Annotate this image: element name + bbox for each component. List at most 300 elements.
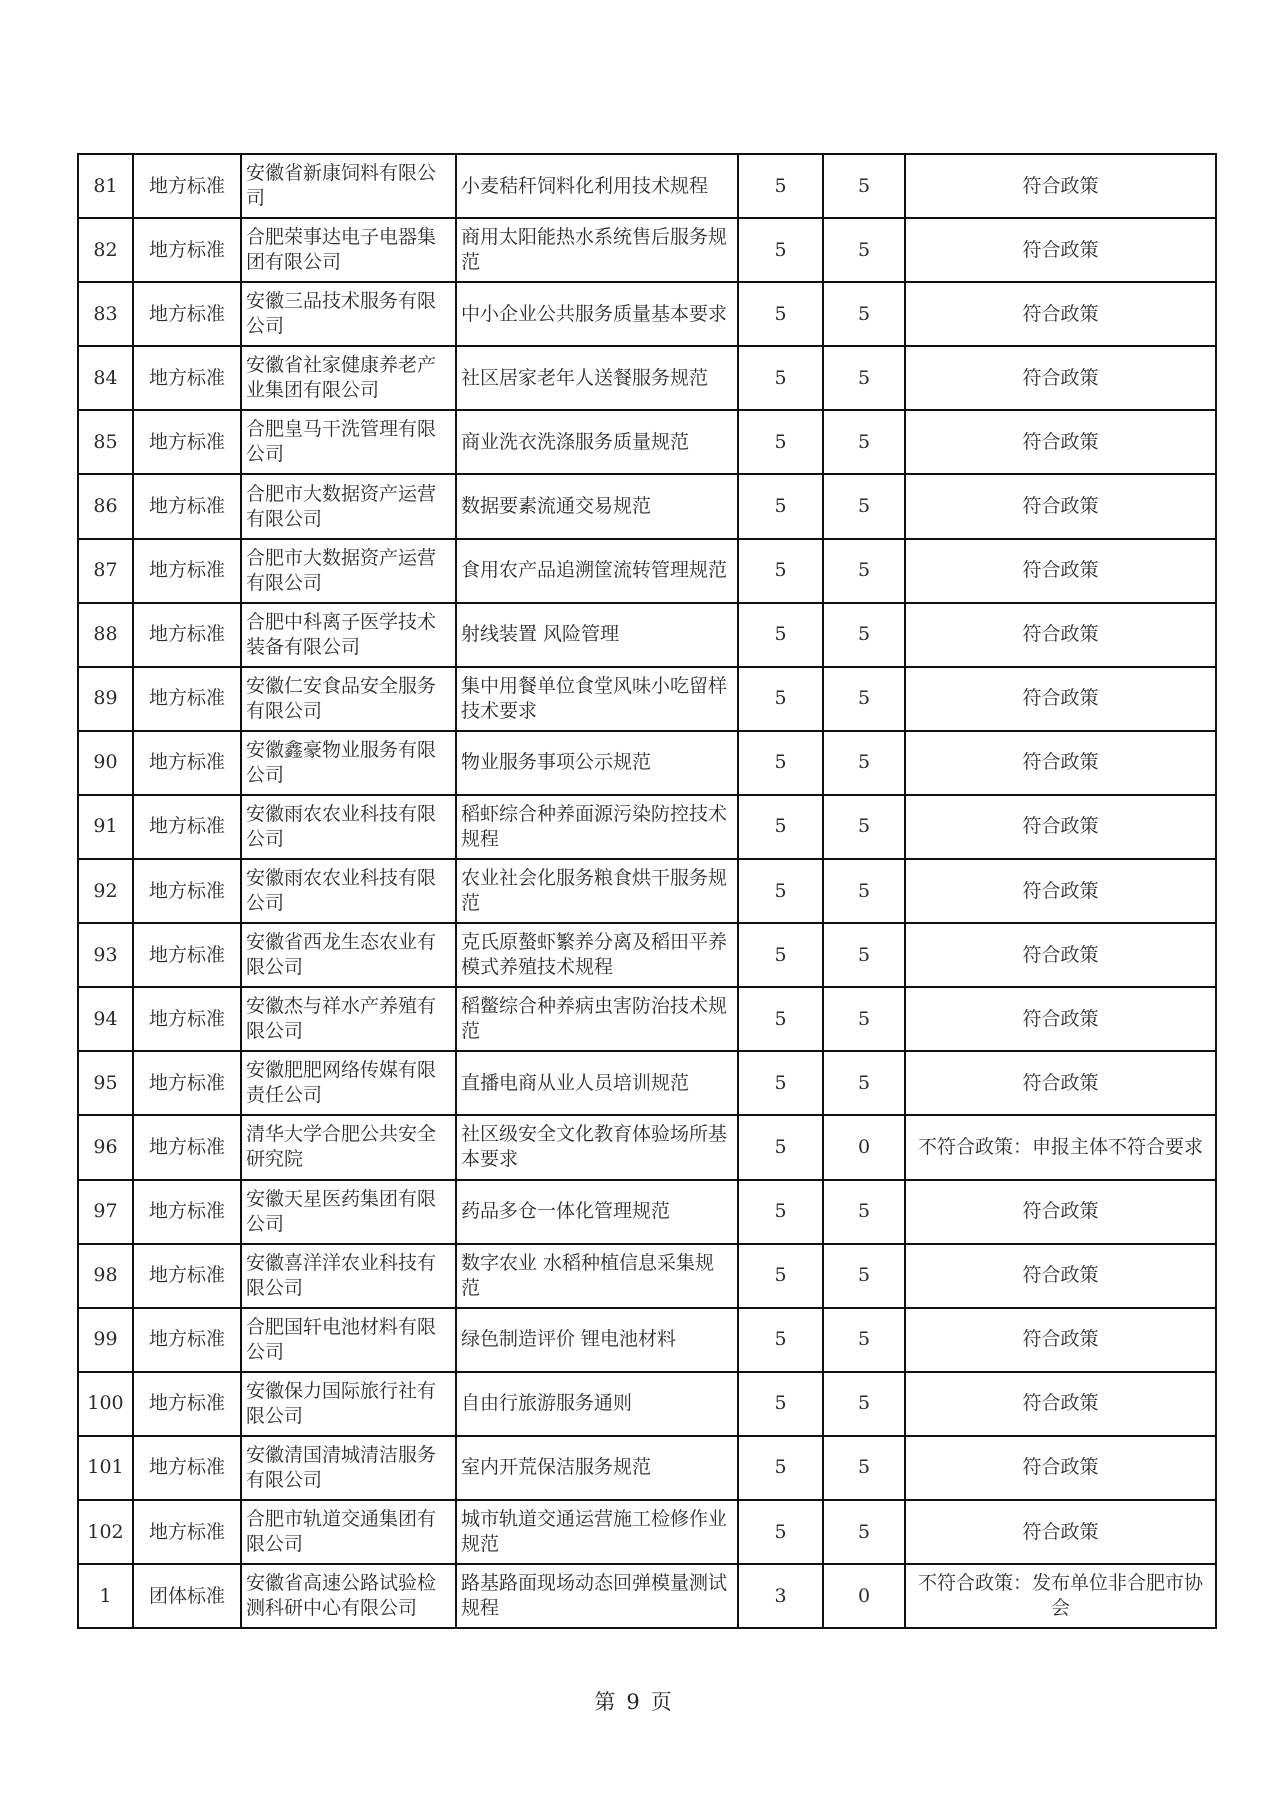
table-row bbox=[78, 1500, 1216, 1564]
score-declared: 5 bbox=[774, 1007, 787, 1030]
standard-type-cell bbox=[133, 1051, 241, 1115]
standard-type: 地方标准 bbox=[148, 302, 225, 325]
score-declared-cell bbox=[738, 1308, 823, 1372]
score-declared-cell bbox=[738, 923, 823, 987]
review-result: 符合政策 bbox=[1022, 302, 1099, 325]
score-declared-cell bbox=[738, 282, 823, 346]
score-approved-cell bbox=[823, 282, 905, 346]
score-declared-cell bbox=[738, 859, 823, 923]
score-declared-cell bbox=[738, 1244, 823, 1308]
applicant-org: 安徽省新康饲料有限公司 bbox=[246, 162, 437, 210]
standard-title: 商业洗衣洗涤服务质量规范 bbox=[461, 430, 690, 453]
standard-type-cell bbox=[133, 731, 241, 795]
applicant-org: 安徽天星医药集团有限公司 bbox=[246, 1187, 437, 1235]
score-approved-cell bbox=[823, 1051, 905, 1115]
review-result-cell bbox=[905, 218, 1216, 282]
score-approved: 5 bbox=[857, 495, 871, 518]
standard-type-cell bbox=[133, 603, 241, 667]
applicant-org: 安徽省西龙生态农业有限公司 bbox=[246, 931, 437, 979]
standard-type: 地方标准 bbox=[148, 366, 225, 389]
standard-type-cell bbox=[133, 1436, 241, 1500]
standard-type-cell bbox=[133, 1372, 241, 1436]
score-declared-cell bbox=[738, 1564, 823, 1628]
standard-type-cell bbox=[133, 346, 241, 410]
applicant-org: 安徽省社家健康养老产业集团有限公司 bbox=[246, 354, 437, 402]
row-number: 95 bbox=[93, 1071, 118, 1094]
standard-title-cell bbox=[456, 1244, 738, 1308]
standard-title: 中小企业公共服务质量基本要求 bbox=[461, 302, 728, 325]
standard-type: 地方标准 bbox=[148, 1071, 225, 1094]
score-declared: 5 bbox=[774, 302, 787, 325]
applicant-org-cell bbox=[241, 218, 456, 282]
standard-type: 地方标准 bbox=[148, 687, 225, 710]
score-declared-cell bbox=[738, 603, 823, 667]
standard-title: 室内开荒保洁服务规范 bbox=[461, 1456, 652, 1479]
applicant-org: 安徽省高速公路试验检测科研中心有限公司 bbox=[246, 1572, 437, 1620]
review-result: 符合政策 bbox=[1022, 366, 1099, 389]
applicant-org-cell bbox=[241, 1244, 456, 1308]
score-declared-cell bbox=[738, 795, 823, 859]
score-declared-cell bbox=[738, 154, 823, 218]
row-number-cell bbox=[78, 218, 133, 282]
standard-title: 直播电商从业人员培训规范 bbox=[461, 1071, 690, 1094]
row-number-cell bbox=[78, 987, 133, 1051]
standard-title-cell bbox=[456, 1115, 738, 1179]
score-approved-cell bbox=[823, 346, 905, 410]
table-row bbox=[78, 154, 1216, 218]
score-declared-cell bbox=[738, 346, 823, 410]
applicant-org: 安徽杰与祥水产养殖有限公司 bbox=[246, 995, 437, 1043]
score-approved-cell bbox=[823, 923, 905, 987]
standard-type: 地方标准 bbox=[148, 238, 225, 261]
table-row bbox=[78, 1564, 1216, 1628]
table-row bbox=[78, 1180, 1216, 1244]
standard-title-cell bbox=[456, 1436, 738, 1500]
review-result: 不符合政策：申报主体不符合要求 bbox=[917, 1135, 1203, 1158]
score-approved-cell bbox=[823, 1436, 905, 1500]
standard-type: 地方标准 bbox=[148, 1200, 225, 1223]
row-number: 100 bbox=[87, 1392, 124, 1415]
row-number: 92 bbox=[93, 879, 118, 902]
score-approved: 5 bbox=[857, 174, 871, 197]
standard-type: 团体标准 bbox=[148, 1584, 225, 1607]
score-declared-cell bbox=[738, 539, 823, 603]
applicant-org: 安徽雨农农业科技有限公司 bbox=[246, 867, 437, 915]
standard-type: 地方标准 bbox=[148, 1456, 225, 1479]
row-number-cell bbox=[78, 410, 133, 474]
standard-title-cell bbox=[456, 1051, 738, 1115]
applicant-org: 合肥荣事达电子电器集团有限公司 bbox=[246, 226, 437, 274]
score-approved-cell bbox=[823, 539, 905, 603]
applicant-org: 安徽喜洋洋农业科技有限公司 bbox=[246, 1251, 437, 1299]
review-result: 符合政策 bbox=[1022, 1071, 1099, 1094]
row-number-cell bbox=[78, 859, 133, 923]
standard-title-cell bbox=[456, 667, 738, 731]
standard-title-cell bbox=[456, 1180, 738, 1244]
score-declared: 5 bbox=[774, 366, 787, 389]
standard-type-cell bbox=[133, 987, 241, 1051]
score-approved-cell bbox=[823, 795, 905, 859]
row-number-cell bbox=[78, 923, 133, 987]
standard-type: 地方标准 bbox=[148, 430, 225, 453]
standard-title-cell bbox=[456, 410, 738, 474]
score-approved: 5 bbox=[857, 430, 871, 453]
standard-title-cell bbox=[456, 282, 738, 346]
row-number-cell bbox=[78, 1180, 133, 1244]
table-row bbox=[78, 539, 1216, 603]
standard-title: 稻鳖综合种养病虫害防治技术规范 bbox=[461, 995, 728, 1043]
applicant-org-cell bbox=[241, 410, 456, 474]
row-number: 89 bbox=[93, 687, 118, 710]
applicant-org: 合肥国轩电池材料有限公司 bbox=[246, 1315, 437, 1363]
table-row bbox=[78, 667, 1216, 731]
score-declared: 5 bbox=[774, 495, 787, 518]
review-result: 符合政策 bbox=[1022, 1520, 1099, 1543]
review-result-cell bbox=[905, 1500, 1216, 1564]
review-result-cell bbox=[905, 795, 1216, 859]
review-result: 符合政策 bbox=[1022, 623, 1099, 646]
score-declared: 5 bbox=[774, 879, 787, 902]
row-number: 90 bbox=[93, 751, 118, 774]
standard-title-cell bbox=[456, 1500, 738, 1564]
score-approved: 5 bbox=[857, 1200, 871, 1223]
review-result: 符合政策 bbox=[1022, 751, 1099, 774]
review-result-cell bbox=[905, 474, 1216, 538]
standard-type-cell bbox=[133, 1115, 241, 1179]
row-number: 98 bbox=[93, 1264, 118, 1287]
table-row bbox=[78, 1115, 1216, 1179]
standard-title: 稻虾综合种养面源污染防控技术规程 bbox=[461, 802, 728, 850]
review-result: 符合政策 bbox=[1022, 1007, 1099, 1030]
row-number-cell bbox=[78, 1564, 133, 1628]
review-result-cell bbox=[905, 539, 1216, 603]
score-approved-cell bbox=[823, 1500, 905, 1564]
score-approved: 5 bbox=[857, 366, 871, 389]
score-declared: 5 bbox=[774, 1200, 787, 1223]
standard-title-cell bbox=[456, 859, 738, 923]
table-row bbox=[78, 1308, 1216, 1372]
review-result: 符合政策 bbox=[1022, 174, 1099, 197]
applicant-org-cell bbox=[241, 346, 456, 410]
applicant-org: 安徽鑫豪物业服务有限公司 bbox=[246, 738, 437, 786]
applicant-org-cell bbox=[241, 795, 456, 859]
score-approved: 5 bbox=[857, 1328, 871, 1351]
standard-type-cell bbox=[133, 410, 241, 474]
row-number-cell bbox=[78, 1115, 133, 1179]
table-body bbox=[78, 154, 1216, 1628]
standard-title: 商用太阳能热水系统售后服务规范 bbox=[461, 226, 728, 274]
row-number: 1 bbox=[99, 1584, 112, 1607]
review-result-cell bbox=[905, 1308, 1216, 1372]
score-declared: 5 bbox=[774, 1392, 787, 1415]
standard-title: 数字农业 水稻种植信息采集规范 bbox=[461, 1251, 715, 1299]
standard-title: 自由行旅游服务通则 bbox=[461, 1392, 633, 1415]
score-declared: 5 bbox=[774, 1135, 787, 1158]
score-declared-cell bbox=[738, 218, 823, 282]
review-result: 符合政策 bbox=[1022, 430, 1099, 453]
standard-type: 地方标准 bbox=[148, 879, 225, 902]
table-row bbox=[78, 282, 1216, 346]
standard-type-cell bbox=[133, 1180, 241, 1244]
row-number-cell bbox=[78, 1500, 133, 1564]
standard-title: 数据要素流通交易规范 bbox=[461, 495, 652, 518]
row-number: 97 bbox=[93, 1200, 118, 1223]
score-approved-cell bbox=[823, 1564, 905, 1628]
score-declared: 5 bbox=[774, 1520, 787, 1543]
standard-type-cell bbox=[133, 859, 241, 923]
applicant-org-cell bbox=[241, 667, 456, 731]
row-number-cell bbox=[78, 1372, 133, 1436]
standard-title-cell bbox=[456, 795, 738, 859]
standard-type: 地方标准 bbox=[148, 1007, 225, 1030]
score-declared: 3 bbox=[774, 1584, 787, 1607]
applicant-org-cell bbox=[241, 987, 456, 1051]
review-result-cell bbox=[905, 603, 1216, 667]
score-approved: 5 bbox=[857, 559, 871, 582]
row-number-cell bbox=[78, 1436, 133, 1500]
score-approved: 5 bbox=[857, 1520, 871, 1543]
score-approved: 5 bbox=[857, 943, 871, 966]
standard-title: 农业社会化服务粮食烘干服务规范 bbox=[461, 867, 728, 915]
score-approved-cell bbox=[823, 1372, 905, 1436]
score-approved-cell bbox=[823, 1115, 905, 1179]
applicant-org: 安徽清国清城清洁服务有限公司 bbox=[246, 1443, 437, 1491]
standard-type: 地方标准 bbox=[148, 174, 225, 197]
review-result: 符合政策 bbox=[1022, 1264, 1099, 1287]
review-result-cell bbox=[905, 154, 1216, 218]
row-number: 99 bbox=[93, 1328, 118, 1351]
score-approved-cell bbox=[823, 603, 905, 667]
review-result-cell bbox=[905, 1051, 1216, 1115]
table-row bbox=[78, 218, 1216, 282]
row-number: 94 bbox=[93, 1007, 118, 1030]
score-approved-cell bbox=[823, 987, 905, 1051]
row-number-cell bbox=[78, 346, 133, 410]
page-suffix: 页 bbox=[650, 1690, 673, 1714]
row-number-cell bbox=[78, 731, 133, 795]
applicant-org: 合肥市轨道交通集团有限公司 bbox=[246, 1508, 437, 1556]
review-result: 符合政策 bbox=[1022, 879, 1099, 902]
score-approved: 0 bbox=[857, 1135, 871, 1158]
row-number-cell bbox=[78, 539, 133, 603]
score-declared-cell bbox=[738, 987, 823, 1051]
row-number: 83 bbox=[93, 302, 118, 325]
score-declared: 5 bbox=[774, 751, 787, 774]
standard-type: 地方标准 bbox=[148, 943, 225, 966]
score-approved: 5 bbox=[857, 1456, 871, 1479]
standard-title: 药品多仓一体化管理规范 bbox=[461, 1200, 671, 1223]
standard-title-cell bbox=[456, 923, 738, 987]
row-number-cell bbox=[78, 1244, 133, 1308]
review-result-cell bbox=[905, 1180, 1216, 1244]
review-result: 符合政策 bbox=[1022, 1328, 1099, 1351]
row-number-cell bbox=[78, 603, 133, 667]
review-result-cell bbox=[905, 1115, 1216, 1179]
score-declared: 5 bbox=[774, 430, 787, 453]
standard-title: 射线装置 风险管理 bbox=[461, 623, 620, 646]
standard-title: 社区居家老年人送餐服务规范 bbox=[461, 366, 709, 389]
score-approved: 5 bbox=[857, 238, 871, 261]
standard-title-cell bbox=[456, 987, 738, 1051]
applicant-org: 安徽保力国际旅行社有限公司 bbox=[246, 1379, 437, 1427]
page-footer bbox=[0, 1686, 1267, 1716]
table-row bbox=[78, 410, 1216, 474]
review-result-cell bbox=[905, 731, 1216, 795]
score-approved: 5 bbox=[857, 623, 871, 646]
review-result-cell bbox=[905, 667, 1216, 731]
applicant-org-cell bbox=[241, 1500, 456, 1564]
score-approved: 5 bbox=[857, 1007, 871, 1030]
score-approved-cell bbox=[823, 1180, 905, 1244]
standard-type: 地方标准 bbox=[148, 1264, 225, 1287]
review-result: 符合政策 bbox=[1022, 238, 1099, 261]
score-declared: 5 bbox=[774, 238, 787, 261]
score-declared: 5 bbox=[774, 687, 787, 710]
review-result: 符合政策 bbox=[1022, 943, 1099, 966]
table-row bbox=[78, 474, 1216, 538]
applicant-org-cell bbox=[241, 603, 456, 667]
table-row bbox=[78, 1051, 1216, 1115]
standard-title-cell bbox=[456, 731, 738, 795]
applicant-org: 安徽三品技术服务有限公司 bbox=[246, 290, 437, 338]
applicant-org: 安徽雨农农业科技有限公司 bbox=[246, 802, 437, 850]
applicant-org-cell bbox=[241, 923, 456, 987]
applicant-org-cell bbox=[241, 1564, 456, 1628]
standard-type-cell bbox=[133, 795, 241, 859]
standard-title: 绿色制造评价 锂电池材料 bbox=[461, 1328, 677, 1351]
score-approved: 5 bbox=[857, 687, 871, 710]
standard-type: 地方标准 bbox=[148, 1520, 225, 1543]
review-result: 符合政策 bbox=[1022, 687, 1099, 710]
standards-table bbox=[77, 153, 1217, 1629]
review-result: 符合政策 bbox=[1022, 495, 1099, 518]
score-approved: 5 bbox=[857, 815, 871, 838]
applicant-org: 合肥中科离子医学技术装备有限公司 bbox=[246, 610, 437, 658]
row-number: 87 bbox=[93, 559, 118, 582]
standard-title-cell bbox=[456, 1564, 738, 1628]
table-row bbox=[78, 1372, 1216, 1436]
applicant-org-cell bbox=[241, 1308, 456, 1372]
score-approved-cell bbox=[823, 154, 905, 218]
standard-type: 地方标准 bbox=[148, 559, 225, 582]
standard-title-cell bbox=[456, 539, 738, 603]
score-approved-cell bbox=[823, 218, 905, 282]
table-row bbox=[78, 987, 1216, 1051]
standard-type: 地方标准 bbox=[148, 495, 225, 518]
table-row bbox=[78, 731, 1216, 795]
score-approved-cell bbox=[823, 667, 905, 731]
standard-type-cell bbox=[133, 1308, 241, 1372]
score-declared-cell bbox=[738, 474, 823, 538]
table-row bbox=[78, 859, 1216, 923]
standard-type: 地方标准 bbox=[148, 1392, 225, 1415]
applicant-org-cell bbox=[241, 539, 456, 603]
score-approved: 5 bbox=[857, 879, 871, 902]
review-result-cell bbox=[905, 859, 1216, 923]
score-approved: 0 bbox=[857, 1584, 871, 1607]
review-result-cell bbox=[905, 346, 1216, 410]
review-result-cell bbox=[905, 410, 1216, 474]
row-number: 88 bbox=[93, 623, 118, 646]
table-row bbox=[78, 1436, 1216, 1500]
row-number: 102 bbox=[87, 1520, 124, 1543]
table-row bbox=[78, 1244, 1216, 1308]
score-approved-cell bbox=[823, 474, 905, 538]
score-declared: 5 bbox=[774, 943, 787, 966]
row-number: 85 bbox=[93, 430, 118, 453]
score-declared-cell bbox=[738, 1051, 823, 1115]
standard-type-cell bbox=[133, 474, 241, 538]
row-number-cell bbox=[78, 282, 133, 346]
applicant-org: 清华大学合肥公共安全研究院 bbox=[246, 1123, 437, 1171]
standard-title: 克氏原螯虾繁养分离及稻田平养模式养殖技术规程 bbox=[461, 931, 728, 979]
review-result: 符合政策 bbox=[1022, 1392, 1099, 1415]
standard-type: 地方标准 bbox=[148, 623, 225, 646]
score-approved: 5 bbox=[857, 1392, 871, 1415]
standard-type: 地方标准 bbox=[148, 815, 225, 838]
applicant-org-cell bbox=[241, 474, 456, 538]
score-declared-cell bbox=[738, 1115, 823, 1179]
table-row bbox=[78, 603, 1216, 667]
applicant-org-cell bbox=[241, 154, 456, 218]
row-number: 93 bbox=[93, 943, 118, 966]
standard-title-cell bbox=[456, 218, 738, 282]
score-declared-cell bbox=[738, 1436, 823, 1500]
page-number: 9 bbox=[626, 1690, 641, 1714]
score-declared: 5 bbox=[774, 1328, 787, 1351]
row-number: 81 bbox=[93, 174, 118, 197]
review-result: 符合政策 bbox=[1022, 1200, 1099, 1223]
page-prefix: 第 bbox=[594, 1690, 617, 1714]
standard-title-cell bbox=[456, 346, 738, 410]
standard-title: 集中用餐单位食堂风味小吃留样技术要求 bbox=[461, 674, 728, 722]
standard-title-cell bbox=[456, 1372, 738, 1436]
score-approved-cell bbox=[823, 410, 905, 474]
score-approved: 5 bbox=[857, 1071, 871, 1094]
applicant-org-cell bbox=[241, 1436, 456, 1500]
score-declared-cell bbox=[738, 667, 823, 731]
review-result: 符合政策 bbox=[1022, 559, 1099, 582]
review-result: 符合政策 bbox=[1022, 1456, 1099, 1479]
applicant-org-cell bbox=[241, 859, 456, 923]
standard-type-cell bbox=[133, 923, 241, 987]
applicant-org-cell bbox=[241, 1372, 456, 1436]
row-number-cell bbox=[78, 154, 133, 218]
row-number: 101 bbox=[87, 1456, 124, 1479]
score-declared: 5 bbox=[774, 1456, 787, 1479]
applicant-org-cell bbox=[241, 731, 456, 795]
standard-title: 城市轨道交通运营施工检修作业规范 bbox=[461, 1508, 728, 1556]
review-result-cell bbox=[905, 987, 1216, 1051]
score-declared: 5 bbox=[774, 623, 787, 646]
applicant-org-cell bbox=[241, 1180, 456, 1244]
table-row bbox=[78, 795, 1216, 859]
standard-type-cell bbox=[133, 539, 241, 603]
review-result: 不符合政策：发布单位非合肥市协会 bbox=[917, 1572, 1203, 1620]
applicant-org: 合肥市大数据资产运营有限公司 bbox=[246, 546, 437, 594]
score-declared-cell bbox=[738, 1372, 823, 1436]
score-declared-cell bbox=[738, 731, 823, 795]
standard-type-cell bbox=[133, 667, 241, 731]
row-number: 91 bbox=[93, 815, 118, 838]
review-result-cell bbox=[905, 1436, 1216, 1500]
applicant-org: 安徽肥肥网络传媒有限责任公司 bbox=[246, 1059, 437, 1107]
standard-type-cell bbox=[133, 1564, 241, 1628]
applicant-org-cell bbox=[241, 1115, 456, 1179]
score-approved: 5 bbox=[857, 302, 871, 325]
applicant-org: 安徽仁安食品安全服务有限公司 bbox=[246, 674, 437, 722]
score-approved-cell bbox=[823, 1308, 905, 1372]
